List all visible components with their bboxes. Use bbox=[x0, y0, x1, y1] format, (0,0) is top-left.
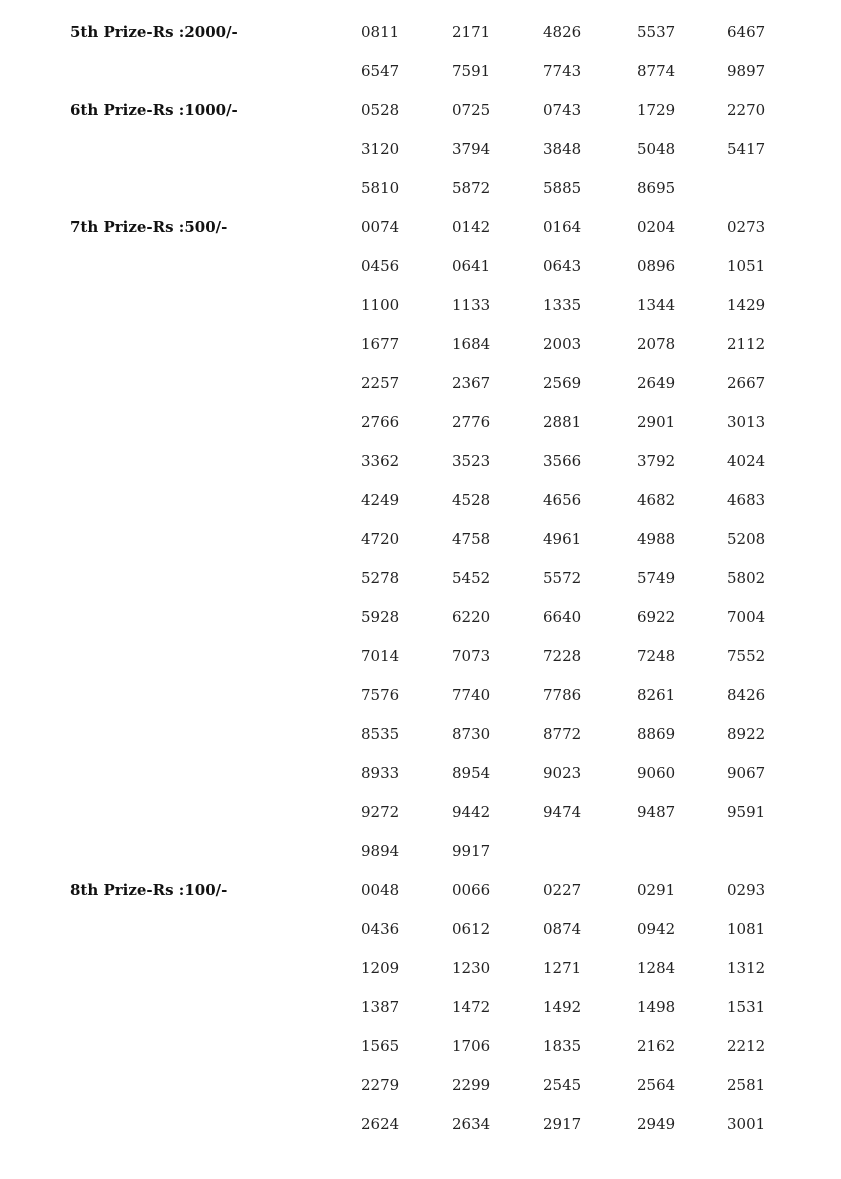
winning-number: 0641 bbox=[452, 257, 491, 275]
winning-number: 9917 bbox=[452, 842, 491, 860]
winning-number: 2171 bbox=[452, 23, 491, 41]
winning-number: 1729 bbox=[637, 101, 676, 119]
winning-number: 1565 bbox=[361, 1037, 400, 1055]
winning-number: 8774 bbox=[637, 62, 676, 80]
winning-number: 7228 bbox=[543, 647, 582, 665]
winning-number: 4826 bbox=[543, 23, 582, 41]
winning-number: 2367 bbox=[452, 374, 491, 392]
winning-number: 1209 bbox=[361, 959, 400, 977]
winning-number: 8869 bbox=[637, 725, 676, 743]
winning-number: 0142 bbox=[452, 218, 491, 236]
winning-number: 2634 bbox=[452, 1115, 491, 1133]
winning-number: 1472 bbox=[452, 998, 491, 1016]
winning-number: 0204 bbox=[637, 218, 676, 236]
winning-number: 2270 bbox=[727, 101, 766, 119]
winning-number: 0164 bbox=[543, 218, 582, 236]
winning-number: 3566 bbox=[543, 452, 582, 470]
winning-number: 4988 bbox=[637, 530, 676, 548]
winning-number: 3362 bbox=[361, 452, 400, 470]
winning-number: 9897 bbox=[727, 62, 766, 80]
winning-number: 5872 bbox=[452, 179, 491, 197]
winning-number: 0643 bbox=[543, 257, 582, 275]
winning-number: 0048 bbox=[361, 881, 400, 899]
winning-number: 0293 bbox=[727, 881, 766, 899]
winning-number: 1230 bbox=[452, 959, 491, 977]
winning-number: 2667 bbox=[727, 374, 766, 392]
winning-number: 1706 bbox=[452, 1037, 491, 1055]
winning-number: 1531 bbox=[727, 998, 766, 1016]
winning-number: 9272 bbox=[361, 803, 400, 821]
winning-number: 8922 bbox=[727, 725, 766, 743]
winning-number: 5928 bbox=[361, 608, 400, 626]
number-row bbox=[0, 676, 841, 715]
winning-number: 0074 bbox=[361, 218, 400, 236]
prize-results-list bbox=[0, 13, 841, 1144]
winning-number: 5810 bbox=[361, 179, 400, 197]
winning-number: 1271 bbox=[543, 959, 582, 977]
number-row bbox=[0, 754, 841, 793]
winning-number: 2545 bbox=[543, 1076, 582, 1094]
winning-number: 5048 bbox=[637, 140, 676, 158]
winning-number: 2212 bbox=[727, 1037, 766, 1055]
winning-number: 0528 bbox=[361, 101, 400, 119]
winning-number: 4720 bbox=[361, 530, 400, 548]
winning-number: 6220 bbox=[452, 608, 491, 626]
prize-label: 5th Prize-Rs :2000/- bbox=[70, 23, 238, 41]
winning-number: 2112 bbox=[727, 335, 766, 353]
winning-number: 9487 bbox=[637, 803, 676, 821]
number-row bbox=[0, 364, 841, 403]
number-row bbox=[0, 1027, 841, 1066]
winning-number: 1284 bbox=[637, 959, 676, 977]
winning-number: 7552 bbox=[727, 647, 766, 665]
winning-number: 8695 bbox=[637, 179, 676, 197]
winning-number: 0612 bbox=[452, 920, 491, 938]
number-row bbox=[0, 169, 841, 208]
winning-number: 5452 bbox=[452, 569, 491, 587]
winning-number: 2624 bbox=[361, 1115, 400, 1133]
winning-number: 1492 bbox=[543, 998, 582, 1016]
winning-number: 6467 bbox=[727, 23, 766, 41]
winning-number: 1335 bbox=[543, 296, 582, 314]
winning-number: 8730 bbox=[452, 725, 491, 743]
winning-number: 0896 bbox=[637, 257, 676, 275]
number-row bbox=[0, 1105, 841, 1144]
winning-number: 1051 bbox=[727, 257, 766, 275]
prize-section bbox=[0, 208, 841, 871]
number-row bbox=[0, 559, 841, 598]
winning-number: 0291 bbox=[637, 881, 676, 899]
winning-number: 2162 bbox=[637, 1037, 676, 1055]
winning-number: 4249 bbox=[361, 491, 400, 509]
winning-number: 1344 bbox=[637, 296, 676, 314]
number-row bbox=[0, 1066, 841, 1105]
winning-number: 2649 bbox=[637, 374, 676, 392]
winning-number: 5208 bbox=[727, 530, 766, 548]
winning-number: 2901 bbox=[637, 413, 676, 431]
winning-number: 9591 bbox=[727, 803, 766, 821]
winning-number: 0066 bbox=[452, 881, 491, 899]
prize-section bbox=[0, 91, 841, 208]
number-row bbox=[0, 715, 841, 754]
winning-number: 1684 bbox=[452, 335, 491, 353]
winning-number: 7004 bbox=[727, 608, 766, 626]
winning-number: 3848 bbox=[543, 140, 582, 158]
winning-number: 7786 bbox=[543, 686, 582, 704]
winning-number: 6640 bbox=[543, 608, 582, 626]
winning-number: 7743 bbox=[543, 62, 582, 80]
winning-number: 7591 bbox=[452, 62, 491, 80]
winning-number: 1133 bbox=[452, 296, 491, 314]
winning-number: 1081 bbox=[727, 920, 766, 938]
winning-number: 2003 bbox=[543, 335, 582, 353]
winning-number: 8933 bbox=[361, 764, 400, 782]
prize-section bbox=[0, 871, 841, 1144]
winning-number: 7014 bbox=[361, 647, 400, 665]
winning-number: 0456 bbox=[361, 257, 400, 275]
winning-number: 2299 bbox=[452, 1076, 491, 1094]
winning-number: 0273 bbox=[727, 218, 766, 236]
number-row bbox=[0, 247, 841, 286]
winning-number: 3001 bbox=[727, 1115, 766, 1133]
number-row bbox=[0, 325, 841, 364]
winning-number: 5572 bbox=[543, 569, 582, 587]
winning-number: 7248 bbox=[637, 647, 676, 665]
winning-number: 2881 bbox=[543, 413, 582, 431]
number-row bbox=[0, 598, 841, 637]
number-row bbox=[0, 130, 841, 169]
number-row bbox=[0, 871, 841, 910]
winning-number: 0436 bbox=[361, 920, 400, 938]
prize-label: 7th Prize-Rs :500/- bbox=[70, 218, 228, 236]
winning-number: 5749 bbox=[637, 569, 676, 587]
winning-number: 7576 bbox=[361, 686, 400, 704]
winning-number: 2279 bbox=[361, 1076, 400, 1094]
prize-label: 6th Prize-Rs :1000/- bbox=[70, 101, 238, 119]
winning-number: 3523 bbox=[452, 452, 491, 470]
winning-number: 8261 bbox=[637, 686, 676, 704]
winning-number: 4528 bbox=[452, 491, 491, 509]
prize-label: 8th Prize-Rs :100/- bbox=[70, 881, 228, 899]
winning-number: 9474 bbox=[543, 803, 582, 821]
winning-number: 4683 bbox=[727, 491, 766, 509]
winning-number: 1677 bbox=[361, 335, 400, 353]
number-row bbox=[0, 403, 841, 442]
winning-number: 7073 bbox=[452, 647, 491, 665]
number-row bbox=[0, 481, 841, 520]
number-row bbox=[0, 208, 841, 247]
number-row bbox=[0, 910, 841, 949]
winning-number: 8954 bbox=[452, 764, 491, 782]
winning-number: 1429 bbox=[727, 296, 766, 314]
winning-number: 0227 bbox=[543, 881, 582, 899]
winning-number: 1312 bbox=[727, 959, 766, 977]
winning-number: 4656 bbox=[543, 491, 582, 509]
number-row bbox=[0, 91, 841, 130]
winning-number: 5537 bbox=[637, 23, 676, 41]
prize-section bbox=[0, 13, 841, 91]
number-row bbox=[0, 52, 841, 91]
winning-number: 4682 bbox=[637, 491, 676, 509]
winning-number: 4961 bbox=[543, 530, 582, 548]
winning-number: 3013 bbox=[727, 413, 766, 431]
winning-number: 0743 bbox=[543, 101, 582, 119]
winning-number: 1498 bbox=[637, 998, 676, 1016]
number-row bbox=[0, 988, 841, 1027]
winning-number: 9894 bbox=[361, 842, 400, 860]
winning-number: 8426 bbox=[727, 686, 766, 704]
winning-number: 6922 bbox=[637, 608, 676, 626]
winning-number: 7740 bbox=[452, 686, 491, 704]
winning-number: 2766 bbox=[361, 413, 400, 431]
winning-number: 3792 bbox=[637, 452, 676, 470]
winning-number: 0942 bbox=[637, 920, 676, 938]
winning-number: 2776 bbox=[452, 413, 491, 431]
winning-number: 0874 bbox=[543, 920, 582, 938]
winning-number: 3120 bbox=[361, 140, 400, 158]
number-row bbox=[0, 832, 841, 871]
number-row bbox=[0, 637, 841, 676]
winning-number: 8772 bbox=[543, 725, 582, 743]
winning-number: 9067 bbox=[727, 764, 766, 782]
number-row bbox=[0, 442, 841, 481]
winning-number: 4758 bbox=[452, 530, 491, 548]
winning-number: 5417 bbox=[727, 140, 766, 158]
winning-number: 2257 bbox=[361, 374, 400, 392]
winning-number: 9023 bbox=[543, 764, 582, 782]
winning-number: 0725 bbox=[452, 101, 491, 119]
number-row bbox=[0, 793, 841, 832]
number-row bbox=[0, 286, 841, 325]
winning-number: 2569 bbox=[543, 374, 582, 392]
winning-number: 1100 bbox=[361, 296, 400, 314]
winning-number: 2078 bbox=[637, 335, 676, 353]
number-row bbox=[0, 13, 841, 52]
winning-number: 5802 bbox=[727, 569, 766, 587]
winning-number: 8535 bbox=[361, 725, 400, 743]
number-row bbox=[0, 949, 841, 988]
winning-number: 5885 bbox=[543, 179, 582, 197]
winning-number: 9060 bbox=[637, 764, 676, 782]
winning-number: 6547 bbox=[361, 62, 400, 80]
winning-number: 5278 bbox=[361, 569, 400, 587]
winning-number: 4024 bbox=[727, 452, 766, 470]
number-row bbox=[0, 520, 841, 559]
winning-number: 3794 bbox=[452, 140, 491, 158]
winning-number: 9442 bbox=[452, 803, 491, 821]
winning-number: 1835 bbox=[543, 1037, 582, 1055]
winning-number: 2949 bbox=[637, 1115, 676, 1133]
winning-number: 2917 bbox=[543, 1115, 582, 1133]
winning-number: 2581 bbox=[727, 1076, 766, 1094]
winning-number: 2564 bbox=[637, 1076, 676, 1094]
winning-number: 0811 bbox=[361, 23, 400, 41]
winning-number: 1387 bbox=[361, 998, 400, 1016]
